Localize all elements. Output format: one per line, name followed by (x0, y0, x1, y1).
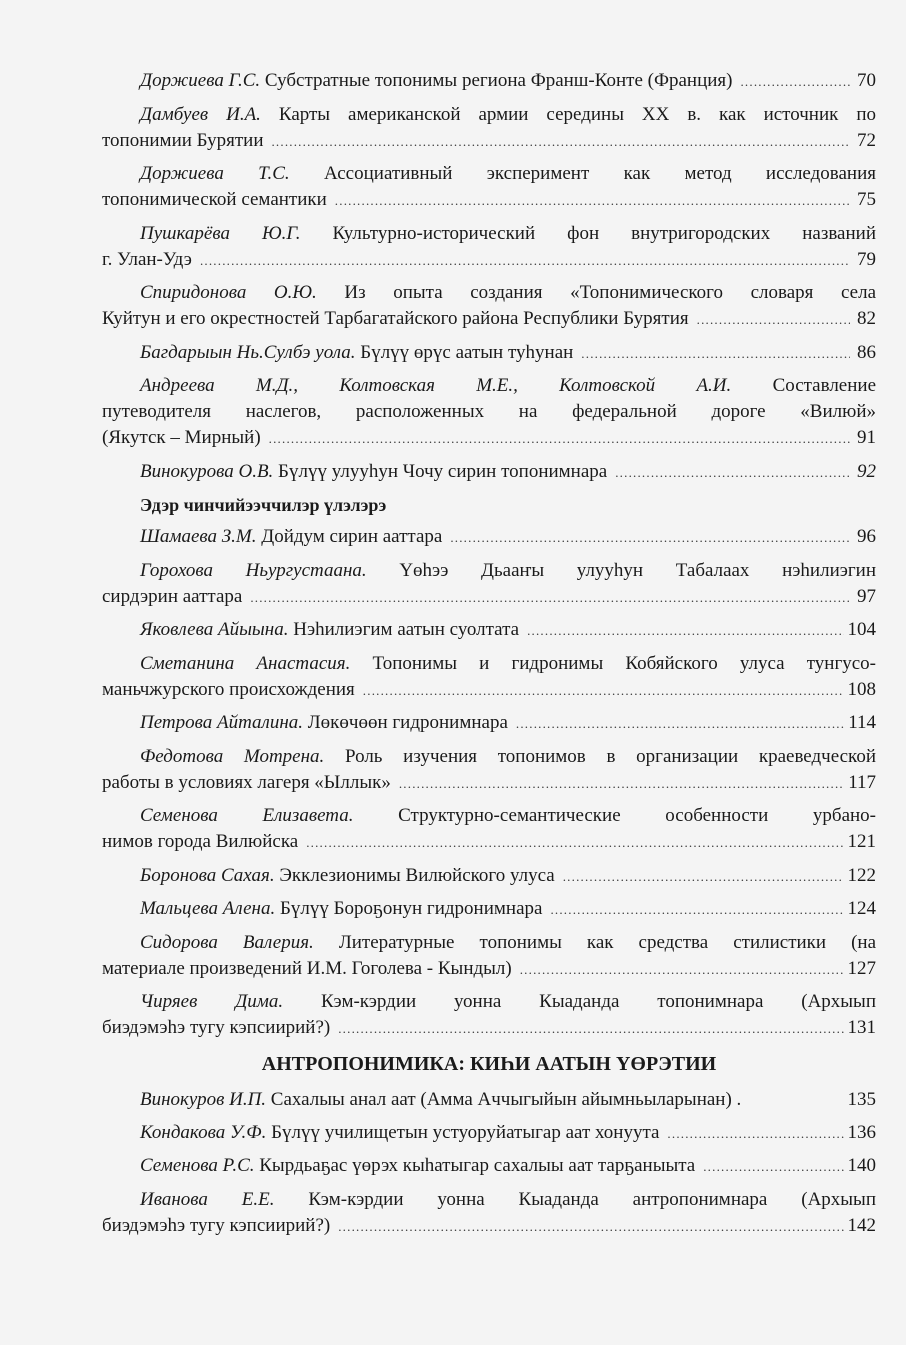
toc-entry-text (140, 617, 519, 643)
toc-entry[interactable] (102, 863, 876, 890)
toc-entry-page: 97 (857, 585, 876, 607)
toc-entry-page: 124 (847, 898, 876, 919)
dot-leader (363, 678, 844, 704)
toc-entry[interactable] (102, 710, 876, 737)
toc-entry-text (102, 247, 192, 273)
toc-entry-text (140, 68, 732, 94)
toc-entry-line (102, 677, 876, 704)
toc-entry-author: Спиридонова О.Ю. (140, 282, 317, 303)
toc-entry-title: Литературные топонимы как средства стилистики (на (338, 931, 877, 953)
dot-leader (563, 864, 844, 890)
toc-entry-line (102, 524, 876, 551)
toc-entry-title: нимов города Вилюйска (102, 831, 299, 852)
toc-entry-title: Культурно-исторический фон внутригородских названий (332, 222, 876, 244)
toc-entry-line (102, 710, 876, 737)
toc-entry-author: Шамаева З.М. (140, 526, 257, 547)
dot-leader (399, 771, 844, 797)
toc-entry-author: Андреева М.Д., Колтовская М.Е., Колтовской А.И. (140, 375, 732, 396)
toc-entry[interactable] (102, 651, 876, 704)
toc-entry[interactable] (102, 617, 876, 644)
toc-entry-page: 91 (857, 427, 876, 448)
toc-entry-page: 70 (857, 70, 876, 91)
toc-entry-text (140, 524, 442, 550)
dot-leader (697, 307, 850, 333)
toc-part-anthroponymy (102, 1087, 876, 1240)
toc-entry-author: Сидорова Валерия. (140, 931, 314, 953)
toc-entry-title: материале произведений И.М. Гоголева - Кындыл) (102, 957, 512, 979)
toc-entry-line (102, 1187, 876, 1213)
toc-entry-title: г. Улан-Удэ (102, 248, 192, 270)
dot-leader (250, 585, 850, 611)
toc-entry-line (102, 803, 876, 829)
toc-entry-author: Семенова Р.С. (140, 1155, 255, 1176)
toc-entry-line (102, 280, 876, 306)
toc-entry-author: Петрова Айталина. (140, 712, 304, 733)
dot-leader (269, 426, 850, 452)
toc-entry-page: 86 (857, 341, 876, 363)
toc-entry-line (102, 102, 876, 128)
toc-entry-text (102, 584, 242, 610)
toc-entry[interactable] (102, 1120, 876, 1147)
toc-entry-title: Кырдьаҕас үөрэх кыһатыгар сахалыы аат тарҕаныыта (259, 1155, 696, 1176)
dot-leader (615, 460, 850, 486)
toc-entry-page: 142 (847, 1214, 876, 1236)
toc-entry[interactable] (102, 221, 876, 274)
toc-entry-title: Кэм-кэрдии уонна Кыаданда топонимнара (Архыып (321, 991, 876, 1012)
toc-entry-text (102, 425, 261, 451)
toc-entry-page: 92 (857, 460, 876, 482)
toc-entry-page: 104 (847, 619, 876, 640)
toc-entry-text (102, 306, 689, 332)
toc-entry-line (102, 829, 876, 856)
toc-entry-text (102, 187, 327, 213)
toc-entry-author: Сметанина Анастасия. (140, 652, 351, 674)
toc-entry-title: путеводителя наслегов, расположенных на федеральной дороге «Вилюй» (102, 401, 876, 422)
subsection-title: Эдэр чинчийээччилэр үлэлэрэ (140, 495, 387, 515)
toc-entry-page: 117 (848, 771, 876, 793)
toc-entry-author: Багдарыын Нь.Сулбэ уола. (140, 341, 356, 363)
toc-entry-title: Составление (772, 375, 877, 396)
toc-entry-title: Лөкөчөөн гидронимнара (307, 712, 508, 733)
toc-entry-title: Ассоциативный эксперимент как метод исследования (324, 163, 877, 184)
toc-entry-title: биэдэмэһэ тугу кэпсиирий?) (102, 1214, 331, 1236)
dot-leader (667, 1121, 843, 1147)
toc-entry-line (102, 68, 876, 95)
toc-entry-text (102, 1015, 330, 1041)
toc-entry-title: Структурно-семантические особенности урбано- (398, 805, 876, 826)
toc-entry-text (140, 1153, 695, 1179)
dot-leader (527, 618, 843, 644)
dot-leader (516, 711, 844, 737)
toc-entry[interactable] (102, 896, 876, 923)
toc-part-toponymy (102, 68, 876, 486)
toc-entry[interactable] (102, 1187, 876, 1240)
toc-entry-title: маньчжурского происхождения (102, 678, 355, 700)
dot-leader (520, 957, 844, 983)
toc-entry-title: Экклезионимы Вилюйского улуса (279, 864, 555, 886)
toc-entry-line (102, 896, 876, 923)
toc-entry-title: Бүлүү улууһун Чочу сирин топонимнара (278, 460, 608, 482)
toc-entry-text (140, 1087, 741, 1113)
toc-entry-line (102, 161, 876, 187)
dot-leader (338, 1214, 843, 1240)
toc-entry[interactable] (102, 1153, 876, 1180)
toc-entry-text (140, 340, 573, 366)
dot-leader (581, 341, 850, 367)
toc-entry-author: Доржиева Г.С. (140, 70, 261, 91)
toc-entry-title: Из опыта создания «Топонимического словаря села (344, 282, 876, 303)
toc-entry[interactable] (102, 989, 876, 1042)
toc-entry-text (102, 829, 298, 855)
toc-entry-text (140, 459, 607, 485)
toc-entry-title: Сахалыы анал аат (Амма Аччыгыйын айымньыларынан) . (270, 1089, 742, 1110)
toc-entry-line (102, 1120, 876, 1147)
toc-entry-page: 136 (847, 1121, 876, 1143)
dot-leader (271, 129, 850, 155)
toc-entry[interactable] (102, 280, 876, 333)
toc-entry-title: топонимии Бурятии (102, 129, 264, 151)
dot-leader (550, 897, 843, 923)
toc-entry-title: Бүлүү Бороҕонун гидронимнара (280, 898, 543, 919)
toc-entry-page: 121 (847, 831, 876, 852)
toc-entry-page: 96 (857, 526, 876, 547)
toc-entry[interactable] (102, 524, 876, 551)
toc-entry-page: 131 (847, 1017, 876, 1038)
toc-entry-line (102, 247, 876, 274)
toc-entry[interactable] (102, 68, 876, 95)
toc-entry-title: (Якутск – Мирный) (102, 427, 261, 448)
dot-leader (338, 1016, 843, 1042)
toc-entry-text (102, 677, 355, 703)
toc-entry-line (102, 373, 876, 399)
toc-entry-title: биэдэмэһэ тугу кэпсиирий?) (102, 1017, 331, 1038)
toc-entry-title: Дойдум сирин ааттара (261, 526, 443, 547)
toc-entry-line (102, 744, 876, 770)
toc-entry-line (102, 651, 876, 677)
toc-entry-line (102, 956, 876, 983)
toc-entry-author: Дамбуев И.А. (140, 103, 261, 125)
toc-entry-text (102, 956, 512, 982)
toc-entry-line (102, 399, 876, 425)
toc-entry-title: Бүлүү училищетын устуоруйатыгар аат хонуута (271, 1121, 660, 1143)
toc-entry-line (102, 459, 876, 486)
toc-entry-author: Горохова Ньургустаана. (140, 559, 367, 581)
toc-entry-author: Мальцева Алена. (140, 898, 276, 919)
toc-entry-page: 79 (857, 248, 876, 270)
toc-entry-text (102, 128, 263, 154)
toc-entry-page: 135 (847, 1089, 876, 1110)
toc-entry-line (102, 617, 876, 644)
toc-entry-text (140, 863, 555, 889)
toc-entry[interactable] (102, 803, 876, 856)
toc-entry-title: работы в условиях лагеря «Ыллык» (102, 771, 391, 793)
toc-entry-line (102, 1087, 876, 1113)
toc-entry-line (102, 128, 876, 155)
toc-entry-page: 108 (847, 678, 876, 700)
toc-entry-text (140, 1120, 659, 1146)
toc-entry-title: Нэһилиэгим аатын суолтата (293, 619, 520, 640)
toc-entry-author: Пушкарёва Ю.Г. (140, 222, 301, 244)
toc-entry-title: сирдэрин ааттара (102, 585, 243, 607)
toc-entry-page: 122 (847, 864, 876, 886)
toc-entry-title: Топонимы и гидронимы Кобяйского улуса тунгусо- (372, 652, 877, 674)
dot-leader (306, 830, 843, 856)
toc-entry-title: Кэм-кэрдии уонна Кыаданда антропонимнара (Архыып (308, 1188, 876, 1210)
toc-entry[interactable] (102, 558, 876, 611)
toc-entry[interactable] (102, 930, 876, 983)
toc-entry-line (102, 306, 876, 333)
toc-entry-line (102, 558, 876, 584)
toc-entry-title: Роль изучения топонимов в организации краеведческой (344, 745, 876, 767)
toc-entry[interactable] (102, 459, 876, 486)
dot-leader (740, 69, 850, 95)
toc-entry-page: 72 (857, 129, 876, 151)
toc-entry-author: Боронова Сахая. (140, 864, 275, 886)
toc-entry-line (102, 989, 876, 1015)
toc-entry-title: Куйтун и его окрестностей Тарбагатайского района Республики Бурятия (102, 308, 689, 329)
dot-leader (200, 248, 850, 274)
toc-entry-author: Винокурова О.В. (140, 460, 274, 482)
toc-entry-line (102, 863, 876, 890)
toc-entry[interactable] (102, 102, 876, 155)
dot-leader (450, 525, 850, 551)
toc-entry-line (102, 1153, 876, 1180)
toc-entry-line (102, 584, 876, 611)
toc-entry-title: Бүлүү өрүс аатын туһунан (360, 341, 574, 363)
toc-entry-line (102, 340, 876, 367)
toc-entry-page: 75 (857, 189, 876, 210)
toc-entry-page: 127 (847, 957, 876, 979)
toc-entry[interactable] (102, 373, 876, 452)
toc-entry[interactable] (102, 161, 876, 214)
toc-entry-text (140, 896, 542, 922)
toc-entry[interactable] (102, 340, 876, 367)
toc-entry[interactable] (102, 1087, 876, 1113)
toc-entry[interactable] (102, 744, 876, 797)
toc-entry-author: Семенова Елизавета. (140, 805, 354, 826)
toc-entry-text (102, 770, 391, 796)
toc-entry-line (102, 770, 876, 797)
toc-entry-title: Үөһээ Дьааҥы улууһун Табалаах нэһилиэгин (399, 559, 877, 581)
toc-entry-author: Доржиева Т.С. (140, 163, 290, 184)
toc-entry-line (102, 1213, 876, 1240)
toc-entry-author: Яковлева Айыына. (140, 619, 289, 640)
toc-entry-title: топонимической семантики (102, 189, 327, 210)
toc-entry-line (102, 930, 876, 956)
toc-entry-author: Федотова Мотрена. (140, 745, 325, 767)
toc-entry-page: 140 (847, 1155, 876, 1176)
toc-entry-author: Кондакова У.Ф. (140, 1121, 267, 1143)
toc-entry-title: Карты американской армии середины XX в. как источник по (278, 103, 876, 125)
toc-entry-author: Иванова Е.Е. (140, 1188, 275, 1210)
dot-leader (703, 1154, 843, 1180)
table-of-contents (102, 68, 876, 1246)
toc-entry-text (102, 1213, 330, 1239)
toc-entry-page: 82 (857, 308, 876, 329)
toc-entry-title: Субстратные топонимы региона Франш-Конте (Франция) (264, 70, 733, 91)
toc-entry-author: Чиряев Дима. (140, 991, 284, 1012)
dot-leader (335, 188, 850, 214)
toc-entry-page: 114 (848, 712, 876, 733)
toc-entry-line (102, 1015, 876, 1042)
toc-entry-text (140, 710, 508, 736)
toc-entry-author: Винокуров И.П. (140, 1089, 267, 1110)
toc-part-young-researchers (102, 524, 876, 1042)
toc-entry-line (102, 425, 876, 452)
toc-entry-line (102, 187, 876, 214)
toc-entry-line (102, 221, 876, 247)
section-title: АНТРОПОНИМИКА: КИҺИ ААТЫН ҮӨРЭТИИ (261, 1053, 717, 1075)
